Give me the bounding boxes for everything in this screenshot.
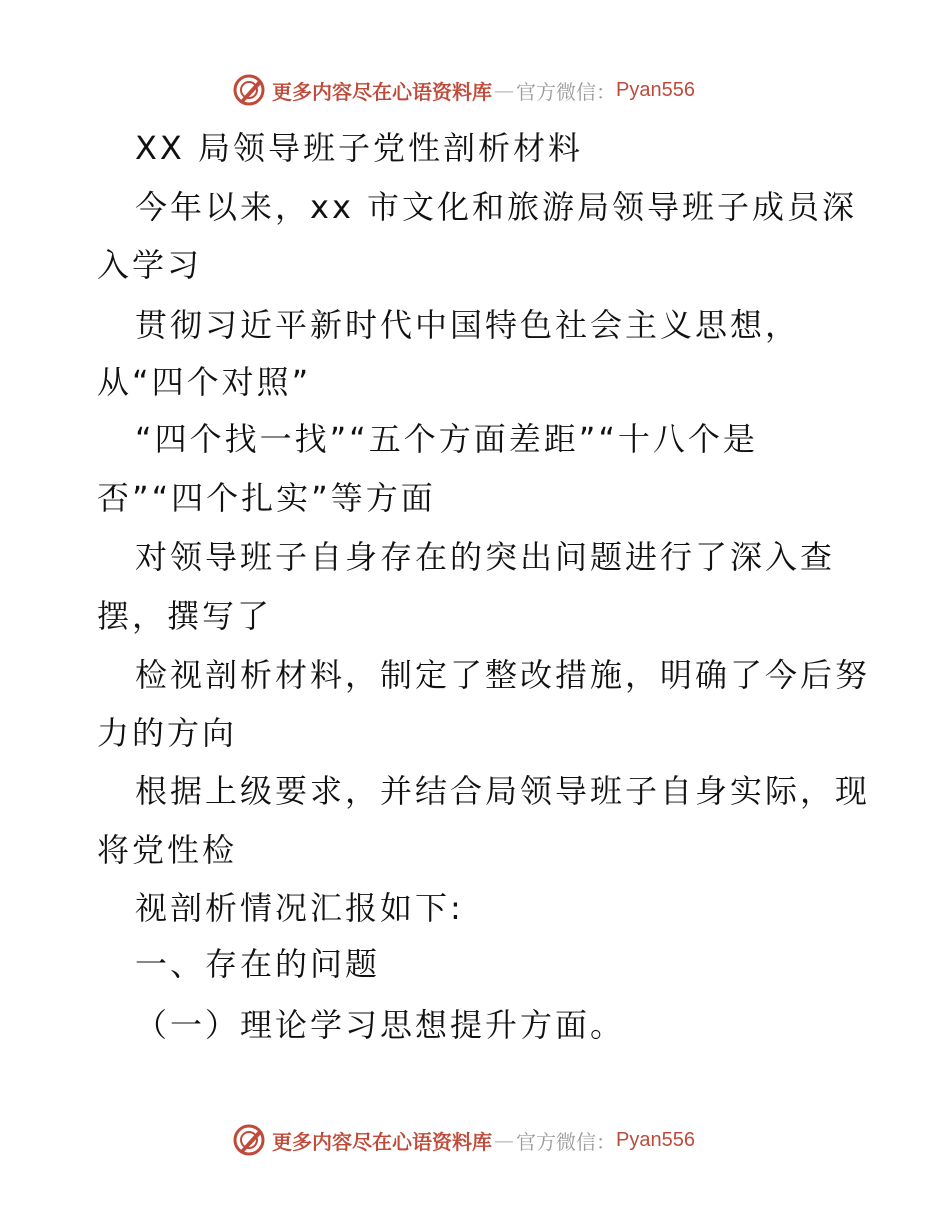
paragraph-line: 入学习 [97,246,203,284]
watermark-label: 官方微信： [516,79,616,104]
watermark-id: Pyan556 [616,1128,695,1151]
paragraph-line: 否”“四个扎实”等方面 [97,479,436,517]
watermark-id: Pyan556 [616,78,695,101]
paragraph-line: 检视剖析材料，制定了整改措施，明确了今后努 [135,656,871,694]
brand-logo-icon [232,73,266,107]
watermark-text: 更多内容尽在心语资料库 [272,79,492,104]
watermark-dash: — [494,78,514,102]
watermark-dash: — [494,1128,514,1152]
paragraph-line: 从“四个对照” [97,363,312,401]
watermark-header [232,72,695,108]
subsection-heading: （一）理论学习思想提升方面。 [135,1006,626,1044]
paragraph-line: 根据上级要求，并结合局领导班子自身实际，现 [135,772,871,810]
watermark-text: 更多内容尽在心语资料库 [272,1129,492,1154]
document-title: XX 局领导班子党性剖析材料 [135,129,584,167]
paragraph-line: 今年以来，xx 市文化和旅游局领导班子成员深 [135,188,858,226]
section-heading: 一、存在的问题 [135,945,381,983]
paragraph-line: 视剖析情况汇报如下: [135,889,464,927]
paragraph-line: 将党性检 [97,831,238,869]
paragraph-line: “四个找一找”“五个方面差距”“十八个是 [135,420,758,458]
paragraph-line: 力的方向 [97,714,238,752]
watermark-footer [232,1122,695,1158]
paragraph-line: 贯彻习近平新时代中国特色社会主义思想， [135,306,801,344]
paragraph-line: 摆，撰写了 [97,597,273,635]
brand-logo-icon [232,1123,266,1157]
watermark-label: 官方微信： [516,1129,616,1154]
paragraph-line: 对领导班子自身存在的突出问题进行了深入查 [135,538,836,576]
